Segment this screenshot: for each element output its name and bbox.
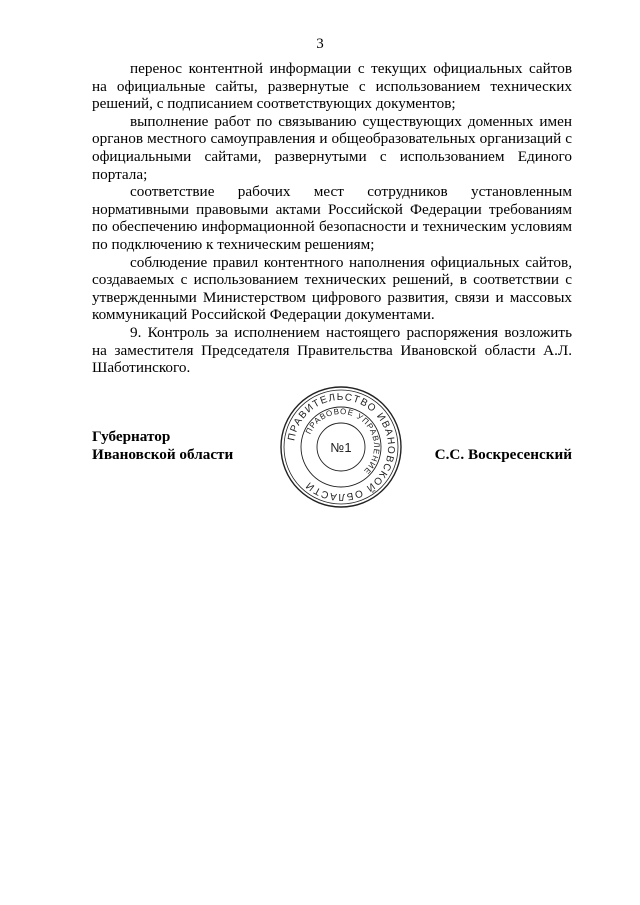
stamp-outer-text: ПРАВИТЕЛЬСТВО ИВАНОВСКОЙ ОБЛАСТИ	[286, 391, 397, 503]
stamp-inner-text: ПРАВОВОЕ УПРАВЛЕНИЕ	[303, 406, 382, 477]
signatory-name: С.С. Воскресенский	[434, 445, 572, 463]
position-line-1: Губернатор	[92, 428, 171, 445]
paragraph-workplace-compliance: соответствие рабочих мест сотрудников установленным нормативными правовыми актами Российской Федерации требованиям по обеспечению информационной безопасности и техническим условиям по подключению к техническим решениям;	[92, 183, 572, 253]
paragraph-control-clause: 9. Контроль за исполнением настоящего распоряжения возложить на заместителя Председателя Правительства Ивановской области А.Л. Шаботинского.	[92, 323, 572, 377]
paragraph-content-transfer: перенос контентной информации с текущих официальных сайтов на официальные сайты, развернутые с использованием технических решений, с подписанием соответствующих документов;	[92, 60, 572, 113]
paragraph-content-rules: соблюдение правил контентного наполнения официальных сайтов, создаваемых с использованием технических решений, в соответствии с утвержденными Министерством цифрового развития, связи и массовых коммуникаций Российской Федерации документами.	[92, 253, 572, 324]
page-number: 3	[316, 36, 324, 52]
stamp-center-number: №1	[330, 440, 352, 455]
document-body	[92, 60, 572, 377]
official-stamp	[278, 384, 404, 510]
paragraph-domain-linking: выполнение работ по связыванию существующих доменных имен органов местного самоуправления и общеобразовательных организаций с официальными сайтами, развернутыми с использованием Единого портала;	[92, 112, 572, 183]
position-line-2: Ивановской области	[92, 445, 234, 463]
signatory-position	[92, 428, 233, 463]
